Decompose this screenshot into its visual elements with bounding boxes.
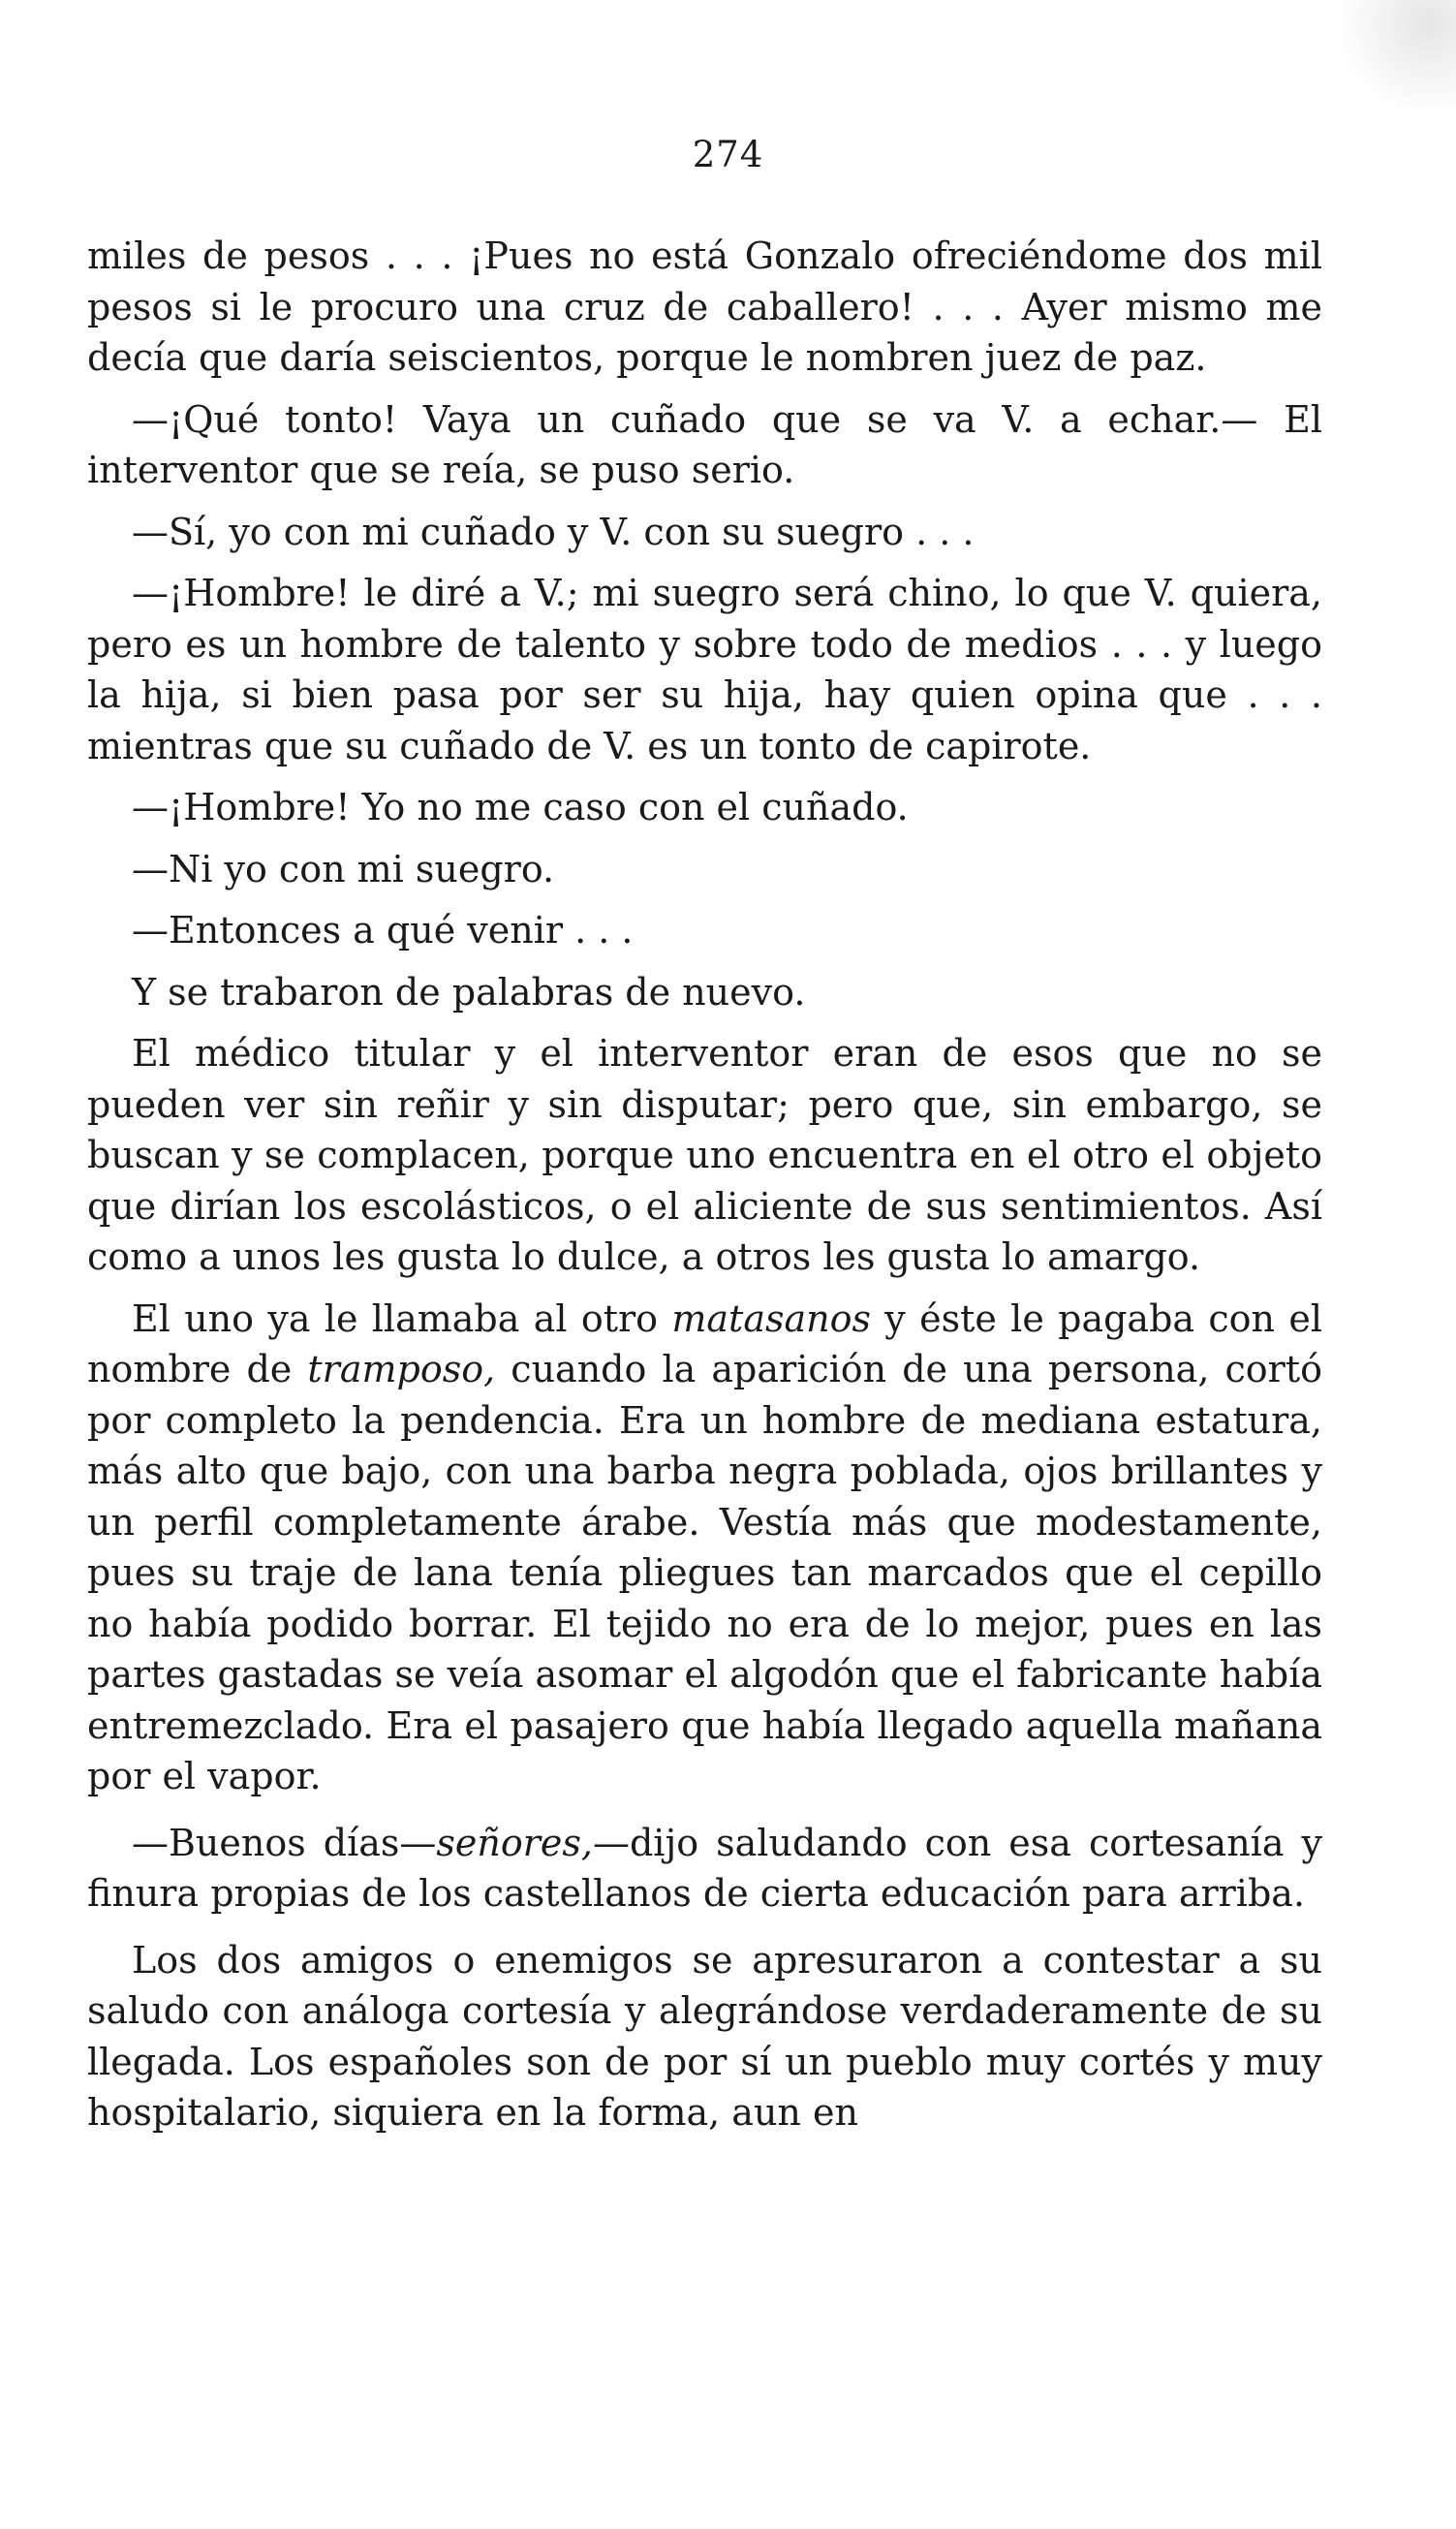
- paragraph-4: —¡Hombre! le diré a V.; mi suegro será chino, lo que V. quiera, pero es un hombre de talento y sobre todo de medios . . . y luego la hija, si bien pasa por ser su hija, hay quien opina que . . . mientras que su cuñado de V. es un tonto de capirote.: [87, 572, 1322, 767]
- page-edge-shadow: [1320, 0, 1456, 116]
- paragraph-10: [87, 1294, 1322, 1802]
- paragraph-11-text-b: —dijo saludando con esa cortesanía y finura propias de los castellanos de cierta educación para arriba.: [87, 1821, 1322, 1915]
- paragraph-9: El médico titular y el interventor eran de esos que no se pueden ver sin reñir y sin disputar; pero que, sin embargo, se buscan y se complacen, porque uno encuentra en el otro el objeto que dirían los escolásticos, o el aliciente de sus sentimientos. Así como a unos les gusta lo dulce, a otros les gusta lo amargo.: [87, 1032, 1322, 1278]
- paragraph-10-text-b: y éste le pagaba con el nombre de: [87, 1296, 1322, 1390]
- page-number: 274: [692, 134, 764, 175]
- paragraph-10-italic-tramposo: tramposo,: [307, 1348, 496, 1390]
- paragraph-11: [87, 1818, 1322, 1920]
- paragraph-11-text-a: —Buenos días—: [132, 1821, 437, 1864]
- paragraph-8: Y se trabaron de palabras de nuevo.: [132, 970, 806, 1014]
- paragraph-10-italic-matasanos: matasanos: [671, 1296, 871, 1340]
- paragraph-6: —Ni yo con mi suegro.: [132, 847, 555, 890]
- paragraph-5: —¡Hombre! Yo no me caso con el cuñado.: [132, 786, 909, 828]
- paragraph-10-text-a: El uno ya le llamaba al otro: [132, 1296, 672, 1340]
- paragraph-7: —Entonces a qué venir . . .: [132, 909, 634, 952]
- paragraph-12: Los dos amigos o enemigos se apresuraron a contestar a su saludo con análoga cortesía y alegrándose verdaderamente de su llegada. Los españoles son de por sí un pueblo muy cortés y muy hospitalario, siquiera en la forma, aun en: [87, 1938, 1322, 2134]
- body-text: [87, 231, 1322, 2139]
- paragraph-2: —¡Qué tonto! Vaya un cuñado que se va V. a echar.— El interventor que se reía, se puso serio.: [87, 397, 1322, 491]
- paragraph-10-text-c: cuando la aparición de una persona, cortó por completo la pendencia. Era un hombre de mediana estatura, más alto que bajo, con una barba negra poblada, ojos brillantes y un perfil completamente árabe. Vestía más que modestamente, pues su traje de lana tenía pliegues tan marcados que el cepillo no había podido borrar. El tejido no era de lo mejor, pues en las partes gastadas se veía asomar el algodón que el fabricante había entremezclado. Era el pasajero que había llegado aquella mañana por el vapor.: [87, 1348, 1322, 1797]
- paragraph-3: —Sí, yo con mi cuñado y V. con su suegro . . .: [132, 510, 975, 553]
- paragraph-1: miles de pesos . . . ¡Pues no está Gonzalo ofreciéndome dos mil pesos si le procuro una cruz de caballero! . . . Ayer mismo me decía que daría seiscientos, porque le nombren juez de paz.: [87, 234, 1322, 379]
- paragraph-11-italic-senores: señores,: [436, 1821, 593, 1864]
